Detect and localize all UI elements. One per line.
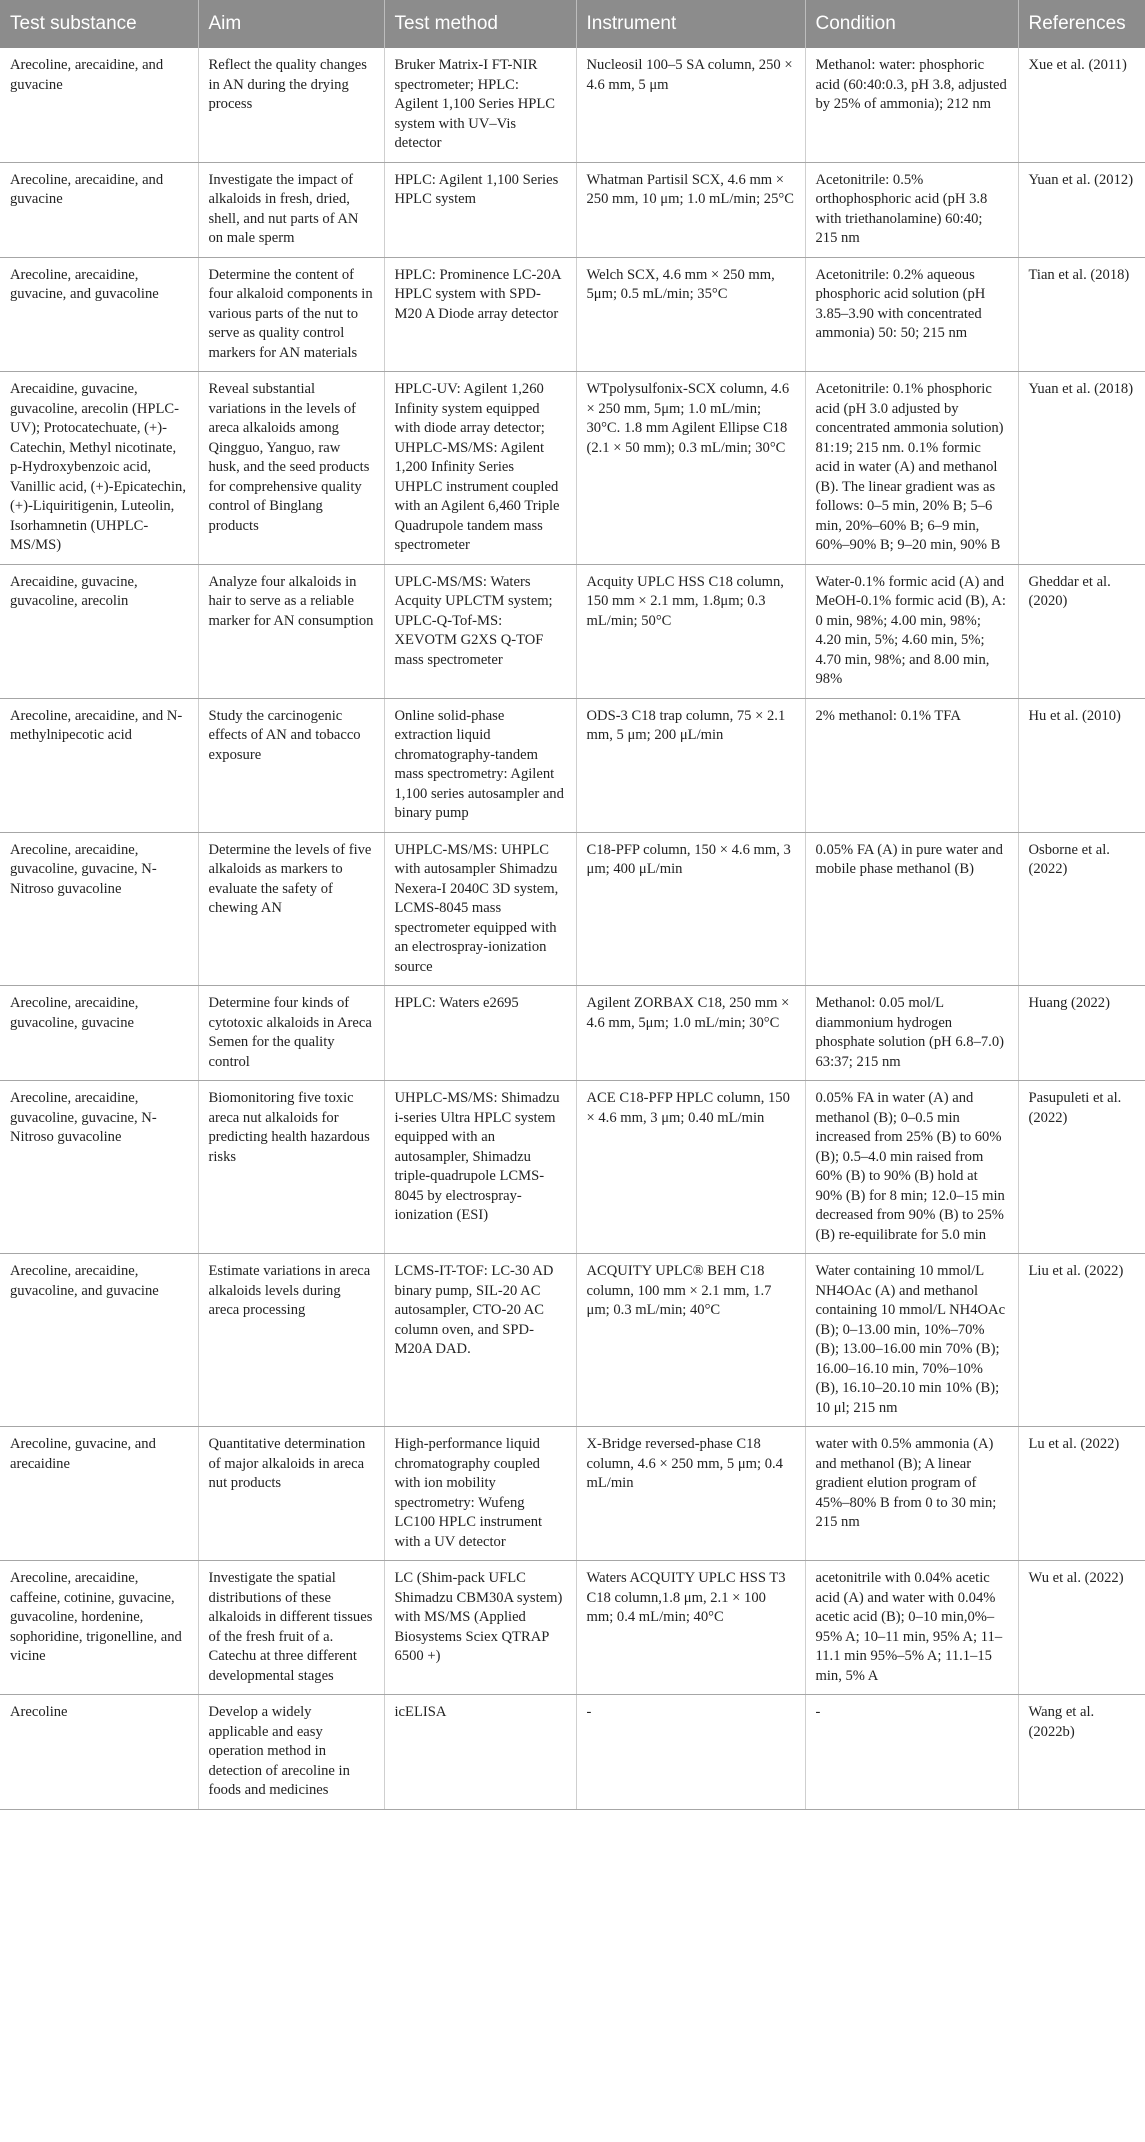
cell-substance: Arecoline, arecaidine, guvacoline, guvacine, N-Nitroso guvacoline bbox=[0, 832, 198, 986]
header-instrument: Instrument bbox=[576, 0, 805, 48]
cell-instrument: WTpolysulfonix-SCX column, 4.6 × 250 mm, 5μm; 1.0 mL/min; 30°C. 1.8 mm Agilent Ellipse C18 (2.1 × 50 mm); 0.3 mL/min; 30°C bbox=[576, 372, 805, 565]
table-row bbox=[0, 1081, 1145, 1254]
table-row bbox=[0, 1427, 1145, 1561]
cell-aim: Investigate the spatial distributions of these alkaloids in different tissues of the fresh fruit of a. Catechu at three different developmental stages bbox=[198, 1561, 384, 1695]
cell-aim: Develop a widely applicable and easy operation method in detection of arecoline in foods and medicines bbox=[198, 1695, 384, 1810]
cell-instrument: - bbox=[576, 1695, 805, 1810]
cell-substance: Arecoline, guvacine, and arecaidine bbox=[0, 1427, 198, 1561]
cell-condition: Acetonitrile: 0.1% phosphoric acid (pH 3.0 adjusted by concentrated ammonia solution) 81:19; 215 nm. 0.1% formic acid in water (A) and methanol (B). The linear gradient was as follows: 0–5 min, 20% B; 5–6 min, 20%–60% B; 6–9 min, 60%–90% B; 9–20 min, 90% B bbox=[805, 372, 1018, 565]
cell-aim: Determine the content of four alkaloid components in various parts of the nut to serve as quality control markers for AN materials bbox=[198, 257, 384, 372]
cell-instrument: Acquity UPLC HSS C18 column, 150 mm × 2.1 mm, 1.8μm; 0.3 mL/min; 50°C bbox=[576, 564, 805, 698]
table-row bbox=[0, 1695, 1145, 1810]
cell-instrument: Nucleosil 100–5 SA column, 250 × 4.6 mm, 5 μm bbox=[576, 48, 805, 162]
cell-condition: Water-0.1% formic acid (A) and MeOH-0.1% formic acid (B), A: 0 min, 98%; 4.00 min, 98%; 4.20 min, 5%; 4.60 min, 5%; 4.70 min, 98%; and 8.00 min, 98% bbox=[805, 564, 1018, 698]
cell-reference: Yuan et al. (2012) bbox=[1018, 162, 1145, 257]
cell-aim: Biomonitoring five toxic areca nut alkaloids for predicting health hazardous risks bbox=[198, 1081, 384, 1254]
cell-method: HPLC: Agilent 1,100 Series HPLC system bbox=[384, 162, 576, 257]
cell-method: UHPLC-MS/MS: UHPLC with autosampler Shimadzu Nexera-I 2040C 3D system, LCMS-8045 mass spectrometer equipped with an electrospray-ionization source bbox=[384, 832, 576, 986]
cell-condition: 0.05% FA in water (A) and methanol (B); 0–0.5 min increased from 25% (B) to 60% (B); 0.5–4.0 min raised from 60% (B) to 90% (B) hold at 90% (B) for 8 min; 12.0–15 min decreased from 90% (B) to 25% (B) re-equilibrate for 5.0 min bbox=[805, 1081, 1018, 1254]
cell-aim: Study the carcinogenic effects of AN and tobacco exposure bbox=[198, 698, 384, 832]
header-aim: Aim bbox=[198, 0, 384, 48]
table-row bbox=[0, 564, 1145, 698]
table-row bbox=[0, 832, 1145, 986]
cell-aim: Reflect the quality changes in AN during the drying process bbox=[198, 48, 384, 162]
header-row bbox=[0, 0, 1145, 48]
cell-instrument: C18-PFP column, 150 × 4.6 mm, 3 μm; 400 μL/min bbox=[576, 832, 805, 986]
cell-substance: Arecoline, arecaidine, guvacoline, and guvacine bbox=[0, 1254, 198, 1427]
cell-instrument: Waters ACQUITY UPLC HSS T3 C18 column,1.8 μm, 2.1 × 100 mm; 0.4 mL/min; 40°C bbox=[576, 1561, 805, 1695]
cell-substance: Arecoline, arecaidine, and guvacine bbox=[0, 48, 198, 162]
cell-substance: Arecoline, arecaidine, guvacine, and guvacoline bbox=[0, 257, 198, 372]
cell-aim: Quantitative determination of major alkaloids in areca nut products bbox=[198, 1427, 384, 1561]
table-header bbox=[0, 0, 1145, 48]
cell-substance: Arecoline, arecaidine, caffeine, cotinine, guvacine, guvacoline, hordenine, sophoridine, trigonelline, and vicine bbox=[0, 1561, 198, 1695]
cell-condition: Water containing 10 mmol/L NH4OAc (A) and methanol containing 10 mmol/L NH4OAc (B); 0–13.00 min, 10%–70% (B); 13.00–16.00 min 70% (B); 16.00–16.10 min, 70%–10% (B), 16.10–20.10 min 10% (B); 10 μl; 215 nm bbox=[805, 1254, 1018, 1427]
cell-condition: water with 0.5% ammonia (A) and methanol (B); A linear gradient elution program of 45%–80% B from 0 to 30 min; 215 nm bbox=[805, 1427, 1018, 1561]
cell-substance: Arecoline, arecaidine, and guvacine bbox=[0, 162, 198, 257]
cell-instrument: Whatman Partisil SCX, 4.6 mm × 250 mm, 10 μm; 1.0 mL/min; 25°C bbox=[576, 162, 805, 257]
cell-reference: Wang et al. (2022b) bbox=[1018, 1695, 1145, 1810]
table-row bbox=[0, 162, 1145, 257]
cell-method: LCMS-IT-TOF: LC-30 AD binary pump, SIL-20 AC autosampler, CTO-20 AC column oven, and SPD-M20A DAD. bbox=[384, 1254, 576, 1427]
cell-substance: Arecoline, arecaidine, guvacoline, guvacine, N-Nitroso guvacoline bbox=[0, 1081, 198, 1254]
cell-instrument: Agilent ZORBAX C18, 250 mm × 4.6 mm, 5μm; 1.0 mL/min; 30°C bbox=[576, 986, 805, 1081]
header-test-substance: Test substance bbox=[0, 0, 198, 48]
cell-instrument: ACQUITY UPLC® BEH C18 column, 100 mm × 2.1 mm, 1.7 μm; 0.3 mL/min; 40°C bbox=[576, 1254, 805, 1427]
table-body bbox=[0, 48, 1145, 1809]
cell-reference: Xue et al. (2011) bbox=[1018, 48, 1145, 162]
cell-condition: Acetonitrile: 0.5% orthophosphoric acid (pH 3.8 with triethanolamine) 60:40; 215 nm bbox=[805, 162, 1018, 257]
header-test-method: Test method bbox=[384, 0, 576, 48]
table-row bbox=[0, 1561, 1145, 1695]
cell-method: HPLC: Prominence LC-20A HPLC system with SPD-M20 A Diode array detector bbox=[384, 257, 576, 372]
cell-aim: Analyze four alkaloids in hair to serve as a reliable marker for AN consumption bbox=[198, 564, 384, 698]
cell-substance: Arecaidine, guvacine, guvacoline, arecolin (HPLC-UV); Protocatechuate, (+)-Catechin, Methyl nicotinate, p-Hydroxybenzoic acid, Vanillic acid, (+)-Epicatechin, (+)-Liquiritigenin, Luteolin, Isorhamnetin (UHPLC-MS/MS) bbox=[0, 372, 198, 565]
cell-instrument: ODS-3 C18 trap column, 75 × 2.1 mm, 5 μm; 200 μL/min bbox=[576, 698, 805, 832]
cell-aim: Determine four kinds of cytotoxic alkaloids in Areca Semen for the quality control bbox=[198, 986, 384, 1081]
cell-aim: Reveal substantial variations in the levels of areca alkaloids among Qingguo, Yanguo, raw husk, and the seed products for comprehensive quality control of Binglang products bbox=[198, 372, 384, 565]
cell-substance: Arecoline bbox=[0, 1695, 198, 1810]
cell-method: icELISA bbox=[384, 1695, 576, 1810]
cell-condition: Methanol: 0.05 mol/L diammonium hydrogen phosphate solution (pH 6.8–7.0) 63:37; 215 nm bbox=[805, 986, 1018, 1081]
cell-method: High-performance liquid chromatography coupled with ion mobility spectrometry: Wufeng LC100 HPLC instrument with a UV detector bbox=[384, 1427, 576, 1561]
cell-reference: Hu et al. (2010) bbox=[1018, 698, 1145, 832]
table-row bbox=[0, 1254, 1145, 1427]
cell-aim: Investigate the impact of alkaloids in fresh, dried, shell, and nut parts of AN on male sperm bbox=[198, 162, 384, 257]
cell-condition: Methanol: water: phosphoric acid (60:40:0.3, pH 3.8, adjusted by 25% of ammonia); 212 nm bbox=[805, 48, 1018, 162]
cell-condition: acetonitrile with 0.04% acetic acid (A) and water with 0.04% acetic acid (B); 0–10 min,0%–95% A; 10–11 min, 95% A; 11–11.1 min 95%–5% A; 11.1–15 min, 5% A bbox=[805, 1561, 1018, 1695]
cell-reference: Lu et al. (2022) bbox=[1018, 1427, 1145, 1561]
table-row bbox=[0, 257, 1145, 372]
cell-substance: Arecoline, arecaidine, guvacoline, guvacine bbox=[0, 986, 198, 1081]
cell-reference: Huang (2022) bbox=[1018, 986, 1145, 1081]
table-row bbox=[0, 48, 1145, 162]
header-condition: Condition bbox=[805, 0, 1018, 48]
cell-instrument: X-Bridge reversed-phase C18 column, 4.6 × 250 mm, 5 μm; 0.4 mL/min bbox=[576, 1427, 805, 1561]
cell-reference: Liu et al. (2022) bbox=[1018, 1254, 1145, 1427]
cell-aim: Determine the levels of five alkaloids as markers to evaluate the safety of chewing AN bbox=[198, 832, 384, 986]
table-row bbox=[0, 698, 1145, 832]
cell-condition: - bbox=[805, 1695, 1018, 1810]
cell-method: UPLC-MS/MS: Waters Acquity UPLCTM system; UPLC-Q-Tof-MS: XEVOTM G2XS Q-TOF mass spectrometer bbox=[384, 564, 576, 698]
cell-method: Bruker Matrix-I FT-NIR spectrometer; HPLC: Agilent 1,100 Series HPLC system with UV–Vis detector bbox=[384, 48, 576, 162]
cell-condition: Acetonitrile: 0.2% aqueous phosphoric acid solution (pH 3.85–3.90 with concentrated ammonia) 50: 50; 215 nm bbox=[805, 257, 1018, 372]
cell-reference: Gheddar et al. (2020) bbox=[1018, 564, 1145, 698]
cell-method: LC (Shim-pack UFLC Shimadzu CBM30A system) with MS/MS (Applied Biosystems Sciex QTRAP 6500 +) bbox=[384, 1561, 576, 1695]
cell-aim: Estimate variations in areca alkaloids levels during areca processing bbox=[198, 1254, 384, 1427]
cell-method: UHPLC-MS/MS: Shimadzu i-series Ultra HPLC system equipped with an autosampler, Shimadzu triple-quadrupole LCMS-8045 by electrospray-ionization (ESI) bbox=[384, 1081, 576, 1254]
cell-method: HPLC: Waters e2695 bbox=[384, 986, 576, 1081]
cell-reference: Pasupuleti et al. (2022) bbox=[1018, 1081, 1145, 1254]
cell-reference: Tian et al. (2018) bbox=[1018, 257, 1145, 372]
cell-method: Online solid-phase extraction liquid chromatography-tandem mass spectrometry: Agilent 1,100 series autosampler and binary pump bbox=[384, 698, 576, 832]
cell-reference: Osborne et al. (2022) bbox=[1018, 832, 1145, 986]
cell-condition: 2% methanol: 0.1% TFA bbox=[805, 698, 1018, 832]
cell-reference: Yuan et al. (2018) bbox=[1018, 372, 1145, 565]
cell-method: HPLC-UV: Agilent 1,260 Infinity system equipped with diode array detector; UHPLC-MS/MS: Agilent 1,200 Infinity Series UHPLC instrument coupled with an Agilent 6,460 Triple Quadrupole tandem mass spectrometer bbox=[384, 372, 576, 565]
cell-reference: Wu et al. (2022) bbox=[1018, 1561, 1145, 1695]
table-row bbox=[0, 986, 1145, 1081]
cell-substance: Arecoline, arecaidine, and N-methylnipecotic acid bbox=[0, 698, 198, 832]
cell-condition: 0.05% FA (A) in pure water and mobile phase methanol (B) bbox=[805, 832, 1018, 986]
cell-instrument: Welch SCX, 4.6 mm × 250 mm, 5μm; 0.5 mL/min; 35°C bbox=[576, 257, 805, 372]
table-row bbox=[0, 372, 1145, 565]
cell-substance: Arecaidine, guvacine, guvacoline, arecolin bbox=[0, 564, 198, 698]
cell-instrument: ACE C18-PFP HPLC column, 150 × 4.6 mm, 3 μm; 0.40 mL/min bbox=[576, 1081, 805, 1254]
header-references: References bbox=[1018, 0, 1145, 48]
